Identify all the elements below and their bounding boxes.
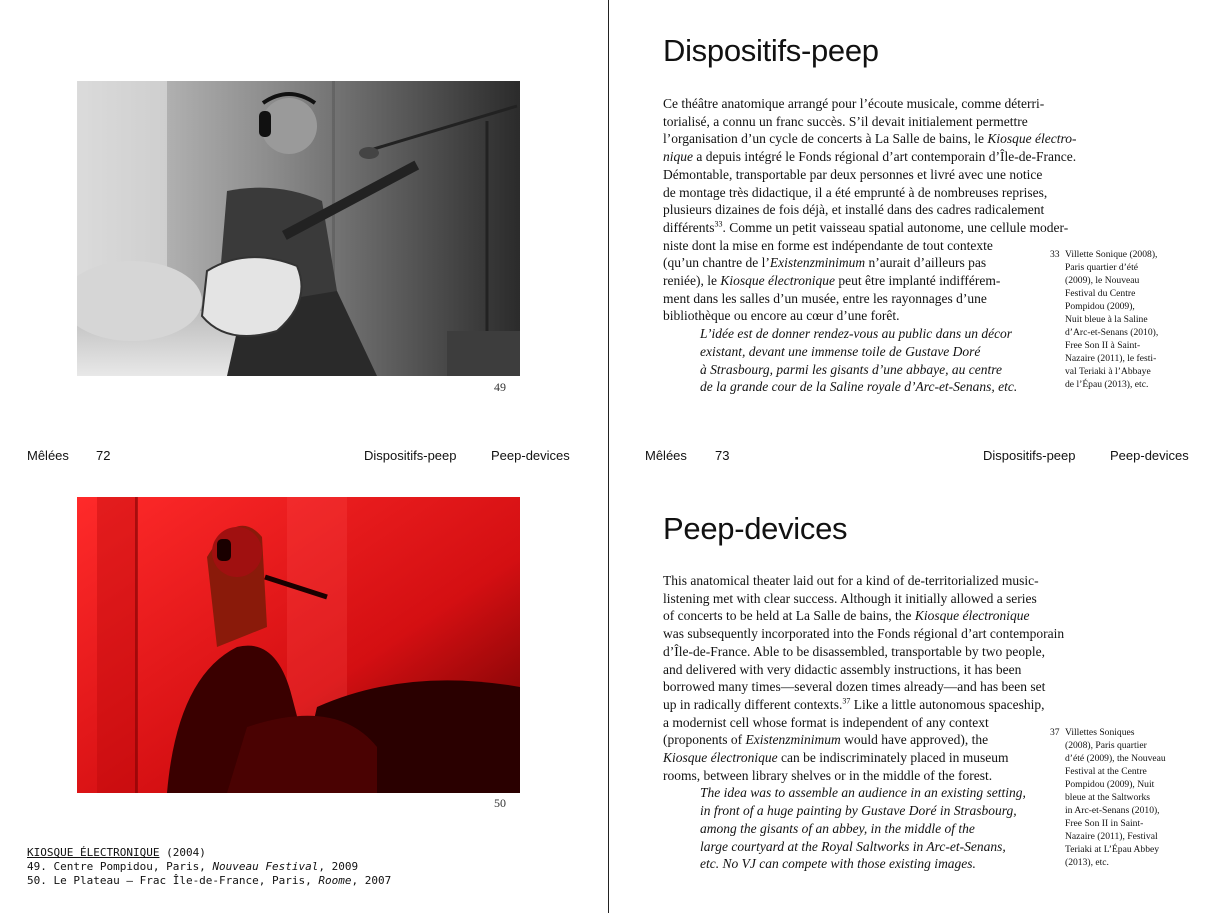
footnote-line: Nuit bleue à la Saline <box>1065 314 1148 325</box>
spread-gutter <box>608 0 609 913</box>
caption-line-50-event: Roome <box>318 874 352 887</box>
footnote-line: Free Son II in Saint- <box>1065 818 1144 829</box>
section-heading-fr: Dispositifs-peep <box>663 33 879 68</box>
running-head-book: Mêlées <box>645 448 687 463</box>
text-line: a modernist cell whose format is independent of any context <box>663 714 989 730</box>
running-head-section-en: Peep-devices <box>491 448 570 463</box>
footnote-ref: 37 <box>842 696 851 706</box>
caption-line-49-year: , 2009 <box>318 860 359 873</box>
quote-line: de la grande cour de la Saline royale d’Arc-et-Senans, etc. <box>700 379 1018 395</box>
text-line: rooms, between library shelves or in the middle of the forest. <box>663 767 993 783</box>
text-line: Démontable, transportable par deux personnes et livré avec une notice <box>663 166 1043 182</box>
figure-caption <box>27 846 391 888</box>
footnote-line: Festival at the Centre <box>1065 766 1147 777</box>
quote-line: L’idée est de donner rendez-vous au public dans un décor <box>700 326 1013 342</box>
quote-line: large courtyard at the Royal Saltworks in Arc-et-Senans, <box>700 838 1006 854</box>
text-line: d’Île-de-France. Able to be disassembled, transportable by two people, <box>663 643 1046 659</box>
running-head-section-fr: Dispositifs-peep <box>983 448 1076 463</box>
footnote-line: (2013), etc. <box>1065 857 1109 868</box>
figure-number: 49 <box>494 380 506 394</box>
caption-title: KIOSQUE ÉLECTRONIQUE <box>27 846 160 859</box>
footnote-line: de l’Épau (2013), etc. <box>1065 379 1149 390</box>
quote-line: existant, devant une immense toile de Gustave Doré <box>700 343 981 359</box>
caption-line-50-year: , 2007 <box>351 874 392 887</box>
text-line: reniée), le Kiosque électronique peut être implanté indifférem- <box>663 273 1001 289</box>
section-heading-en: Peep-devices <box>663 511 848 546</box>
footnote-ref: 33 <box>714 219 723 229</box>
quote-line: among the gisants of an abbey, in the middle of the <box>700 820 975 836</box>
footnote-line: d’Arc-et-Senans (2010), <box>1065 327 1159 338</box>
text-line: was subsequently incorporated into the Fonds régional d’art contemporain <box>663 626 1065 642</box>
footnote-number: 37 <box>1050 727 1060 738</box>
text-line: plusieurs dizaines de fois déjà, et installé dans des cadres radicalement <box>663 202 1045 218</box>
text-line: This anatomical theater laid out for a kind of de-territorialized music- <box>663 573 1039 588</box>
running-head-book: Mêlées <box>27 448 69 463</box>
caption-line-49-event: Nouveau Festival <box>212 860 319 873</box>
text-line: of concerts to be held at La Salle de bains, the Kiosque électronique <box>663 608 1030 624</box>
footnote-line: Free Son II à Saint- <box>1065 340 1141 351</box>
text-line: nique a depuis intégré le Fonds régional d’art contemporain d’Île-de-France. <box>663 149 1077 165</box>
body-text-fr <box>663 95 1077 396</box>
text-line: de montage très didactique, il a été emprunté à de nombreuses reprises, <box>663 184 1048 200</box>
text-line: différents$^{33}$. Comme un petit vaisseau spatial autonome, une cellule moder- <box>663 219 1069 235</box>
guitarist-photo <box>77 81 520 376</box>
caption-year: (2004) <box>159 846 206 859</box>
text-line: l’organisation d’un cycle de concerts à La Salle de bains, le Kiosque électro- <box>663 131 1077 147</box>
caption-line-50: 50. Le Plateau – Frac Île-de-France, Paris, <box>27 874 319 887</box>
page-number: 72 <box>96 448 111 463</box>
quote-line: à Strasbourg, parmi les gisants d’une abbaye, au centre <box>700 361 1002 377</box>
footnote-line: Pompidou (2009), Nuit <box>1065 779 1155 790</box>
text-line: Ce théâtre anatomique arrangé pour l’écoute musicale, comme déterri- <box>663 96 1045 111</box>
body-text-en <box>663 572 1064 873</box>
text-line: up in radically different contexts.$^{37}$ Like a little autonomous spaceship, <box>663 696 1045 712</box>
footnote-line: Festival du Centre <box>1065 288 1136 299</box>
figure-number: 50 <box>494 796 506 810</box>
quote-line: The idea was to assemble an audience in an existing setting, <box>700 785 1026 801</box>
footnote-line: Nazaire (2011), Festival <box>1065 831 1158 842</box>
footnote-number: 33 <box>1050 249 1060 260</box>
footnote-line: in Arc-et-Senans (2010), <box>1065 805 1160 816</box>
footnote-line: d’été (2009), the Nouveau <box>1065 753 1166 764</box>
footnote-line: Villette Sonique (2008), <box>1065 249 1158 260</box>
footnote-line: Paris quartier d’été <box>1065 262 1138 273</box>
text-line: niste dont la mise en forme est indépendante de tout contexte <box>663 237 993 253</box>
page-number: 73 <box>715 448 730 463</box>
running-head-section-en: Peep-devices <box>1110 448 1189 463</box>
running-head-section-fr: Dispositifs-peep <box>364 448 457 463</box>
text-line: borrowed many times—several dozen times already—and has been set <box>663 679 1046 695</box>
text-line: torialisé, a connu un franc succès. S’il devait initialement permettre <box>663 113 1028 129</box>
caption-line-49: 49. Centre Pompidou, Paris, <box>27 860 213 873</box>
text-line: (qu’un chantre de l’Existenzminimum n’aurait d’ailleurs pas <box>663 255 987 271</box>
footnote-line: (2008), Paris quartier <box>1065 740 1147 751</box>
text-line: Kiosque électronique can be indiscriminately placed in museum <box>663 750 1009 766</box>
text-line: ment dans les salles d’un musée, entre les rayonnages d’une <box>663 290 987 306</box>
footnote-line: bleue at the Saltworks <box>1065 792 1150 803</box>
quote-line: in front of a huge painting by Gustave Doré in Strasbourg, <box>700 803 1017 819</box>
footnote-line: Teriaki at L’Épau Abbey <box>1065 844 1160 855</box>
text-line: listening met with clear success. Although it initially allowed a series <box>663 590 1037 606</box>
footnote-line: Nazaire (2011), le festi- <box>1065 353 1157 364</box>
footnote-line: val Teriaki à l’Abbaye <box>1065 366 1151 377</box>
text-line: bibliothèque ou encore au cœur d’une forêt. <box>663 308 900 324</box>
text-line: and delivered with very didactic assembly instructions, it has been <box>663 661 1022 677</box>
quote-line: etc. No VJ can compete with those existing images. <box>700 856 976 872</box>
footnote-line: (2009), le Nouveau <box>1065 275 1140 286</box>
footnote-line: Pompidou (2009), <box>1065 301 1135 312</box>
footnote-line: Villettes Soniques <box>1065 727 1135 738</box>
singer-photo <box>77 497 520 793</box>
text-line: (proponents of Existenzminimum would have approved), the <box>663 732 989 748</box>
